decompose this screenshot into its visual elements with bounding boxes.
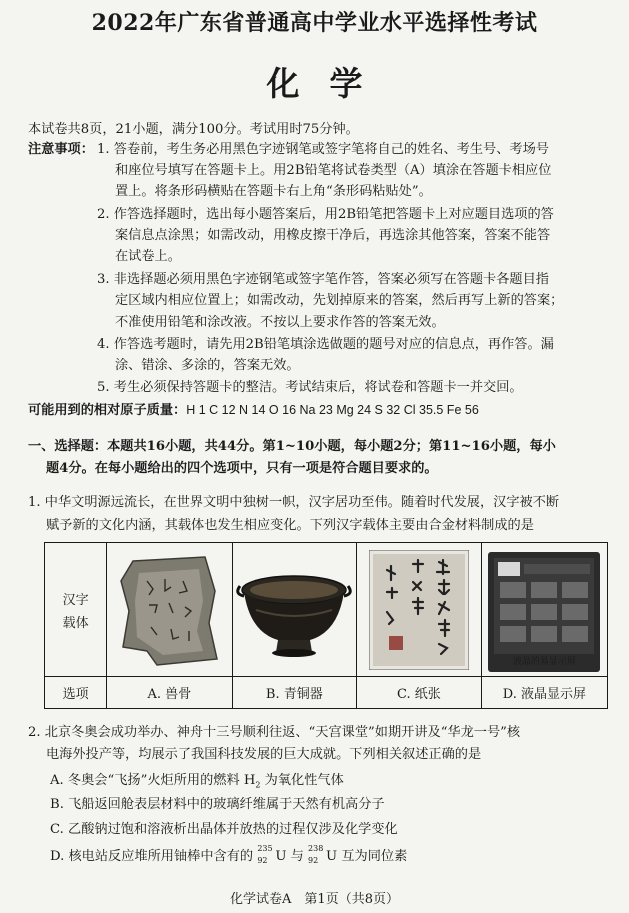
paper-calligraphy-image	[369, 550, 469, 670]
page-footer: 化学试卷A 第1页（共8页）	[230, 892, 399, 907]
note-line: 和座位号填写在答题卡上。用2B铅笔将试卷类型（A）填涂在答题卡相应位	[115, 163, 552, 178]
section1-line1: 一、选择题：本题共16小题，共44分。第1~10小题，每小题2分；第11~16小题，每小	[28, 439, 556, 454]
note-line: 3. 非选择题必须用黑色字迹钢笔或签字笔作答，答案必须写在答题卡各题目指	[97, 272, 549, 287]
screen-caption: 液晶的易显示屏	[512, 657, 576, 667]
q2-option-d: D. 核电站反应堆所用铀棒中含有的 235 92 U 与 238 92 U 互为同位素	[50, 844, 408, 865]
note-line: 1. 答卷前，考生务必用黑色字迹钢笔或签字笔将自己的姓名、考生号、考场号	[97, 142, 549, 157]
note-line: 5. 考生必须保持答题卡的整洁。考试结束后，将试卷和答题卡一并交回。	[97, 380, 523, 395]
option-d-label: D. 液晶显示屏	[481, 677, 607, 709]
atomic-mass-label: 可能用到的相对原子质量：	[28, 403, 187, 418]
option-c-image-cell	[357, 543, 482, 677]
note-line: 4. 作答选考题时，请先用2B铅笔填涂选做题的题号对应的信息点，再作答。漏	[97, 337, 554, 352]
q2-line1: 2. 北京冬奥会成功举办、神舟十三号顺利往返、“天宫课堂”如期开讲及“华龙一号”核	[28, 725, 521, 740]
note-line: 案信息点涂黑；如需改动，用橡皮擦干净后，再选涂其他答案，答案不能答	[115, 228, 551, 243]
subject-title: 化学	[266, 64, 393, 103]
exam-intro: 本试卷共8页，21小题，满分100分。考试用时75分钟。	[28, 122, 359, 137]
option-header-cell: 选项	[45, 677, 107, 709]
option-a-label: A. 兽骨	[107, 677, 232, 709]
note-line: 置上。将条形码横贴在答题卡右上角“条形码粘贴处”。	[115, 184, 432, 199]
note-line: 2. 作答选择题时，选出每小题答案后，用2B铅笔把答题卡上对应题目选项的答	[97, 207, 554, 222]
atomic-mass-values: H 1 C 12 N 14 O 16 Na 23 Mg 24 S 32 Cl 35.5 Fe 56	[186, 403, 479, 417]
note-line: 不准使用铅笔和涂改液。不按以上要求作答的答案无效。	[115, 315, 445, 330]
note-line: 涂、错涂、多涂的，答案无效。	[115, 358, 300, 373]
option-c-label: C. 纸张	[357, 677, 482, 709]
bronze-vessel-image	[236, 560, 352, 660]
row-label: 汉字	[62, 592, 89, 608]
section1-line2: 题4分。在每小题给出的四个选项中，只有一项是符合题目要求的。	[46, 461, 438, 476]
q1-options-table	[44, 542, 608, 709]
option-d-image-cell	[481, 543, 607, 677]
notes-label: 注意事项：	[28, 142, 94, 157]
oracle-bone-image	[113, 551, 225, 669]
note-line: 定区域内相应位置上；如需改动，先划掉原来的答案，然后再写上新的答案；	[115, 293, 564, 308]
row-label-cell	[45, 543, 107, 677]
row-label: 载体	[62, 615, 89, 631]
q2-option-b: B. 飞船返回舱表层材料中的玻璃纤维属于天然有机高分子	[50, 797, 385, 812]
q1-line2: 赋予新的文化内涵，其载体也发生相应变化。下列汉字载体主要由合金材料制成的是	[46, 518, 534, 533]
option-a-image-cell	[107, 543, 232, 677]
q2-option-c: C. 乙酸钠过饱和溶液析出晶体并放热的过程仅涉及化学变化	[50, 822, 398, 837]
note-line: 在试卷上。	[115, 249, 181, 264]
isotope-u238: 238 92	[308, 844, 324, 865]
q1-line1: 1. 中华文明源远流长，在世界文明中独树一帜，汉字居功至伟。随着时代发展，汉字被不断	[28, 495, 560, 510]
option-b-label: B. 青铜器	[232, 677, 357, 709]
q2-option-a: A. 冬奥会“飞扬”火炬所用的燃料 $H_2$ 为氧化性气体	[50, 773, 344, 790]
isotope-u235: 235 92	[257, 844, 273, 865]
option-b-image-cell	[232, 543, 357, 677]
exam-title: 2022年广东省普通高中学业水平选择性考试	[91, 10, 538, 36]
atomic-mass-row	[28, 401, 479, 420]
q2-line2: 电海外投产等，均展示了我国科技发展的巨大成就。下列相关叙述正确的是	[46, 747, 482, 762]
